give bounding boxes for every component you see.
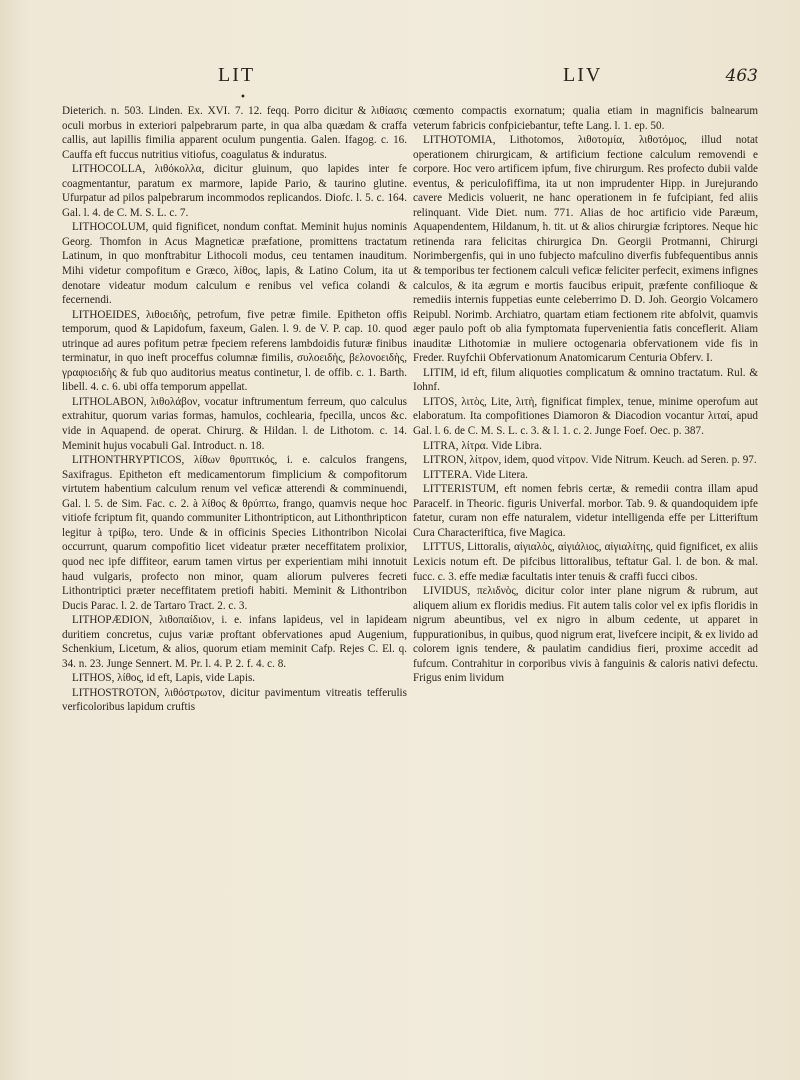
- left-column-paragraph: LITHOSTROTON, λιθόστρωτον, dicitur pavimentum vitreatis tefferulis verficoloribus lapidum cruftis: [62, 686, 407, 714]
- right-column-paragraph: LITOS, λιτὸς, Lite, λιτὴ, fignificat fimplex, tenue, minime operofum aut elaboratum. Ita compofitiones Diamoron & Diacodion vocantur λιταί, apud Gal. l. 6. de C. M. S. L. c. 3. & l. 1. c. 2. Junge Foef. Oec. p. 387.: [413, 395, 758, 438]
- right-column-paragraph: LITHOTOMIA, Lithotomos, λιθοτομία, λιθοτόμος, illud notat operationem chirurgicam, & artificium fectione calculum removendi e corpore. Hoc vero artificem ipfum, five chirurgum. Res profecto dubii valde eventus, & periculofiffima, ita ut non imprudenter Hipp. in Jurejurando cavere Medicis voluerit, ne hanc operationem in fe fufcipiant, fed aliis relinquant. Vide Diet. num. 771. Alias de hoc artificio vide Paræum, Aquapendentem, Hildanum, h. tit. ut & alios chirurgiæ fcriptores. Neque hic retinenda rara felicitas chirurgica Dn. Georgii Protmanni, Chirurgi Norimbergenfis, qui in uno fubjecto mafculino diverfis fubfequentibus annis & temporibus ter fectionem calculi veficæ feliciter perfecit, eximens infignes calculos, & ita ægrum e mortis faucibus eripuit, præfente confilioque & remediis internis fuppetias eunte celeberrimo D. D. Joh. Georgio Volcamero Reipubl. Norimb. Archiatro, quartam etiam fectionem rite abfolvit, quamvis æger paulo poft ob alia fymptomata fupervenientia fatis conceflerit. Aliam inauditæ Lithotomiæ in muliere octogenaria obfervationem vide fis in Freder. Ruyfchii Obfervationum Anatomicarum Centuria Obferv. I.: [413, 134, 758, 365]
- page-number: 463: [725, 66, 758, 86]
- left-column-paragraph: LITHOEIDES, λιθοειδὴς, petrofum, five petræ fimile. Epitheton offis temporum, quod & Lapidofum, faxeum, Galen. l. 9. de V. P. cap. 10. quod utrinque ad aures pofitum petræ fpeciem referens lambdoidis futuræ finibus terminatur, in quo ineft proceffus columnæ fimilis, συλοειδὴς, βελονοειδὴς, γραφιοειδὴς & fub quo auditorius meatus continetur, l. de offib. c. 1. Barth. libell. 4. c. 6. ubi offa temporum appellat.: [62, 308, 407, 394]
- running-header: [40, 64, 760, 94]
- right-column-paragraph: LITTERISTUM, eft nomen febris certæ, & remedii contra illam apud Paracelf. in Theoric. figuris Univerfal. morbor. Tab. 9. & quandoquidem ipfe fatetur, curam non effe naturalem, videtur intelligenda effe per Litteriftum Cura Characteriftica, five Magica.: [413, 483, 758, 539]
- left-column-paragraph: LITHONTHRYPTICOS, λίθων θρυπτικός, i. e. calculos frangens, Saxifragus. Epitheton eft medicamentorum fimplicium & compofitorum virtutem habentium calculum renum vel veficæ atterendi & comminuendi, Gal. l. 5. de Sim. Fac. c. 2. à λίθος & θρύπτω, frango, quamvis neque hoc vitiofe fcriptum fit, quando communiter Lithontripticon, aut Lithonthripticon legitur à τρίβω, tero. Unde & in officinis Species Lithontribon Nicolai occurrunt, quarum compofitio licet videatur præter neceffitatem prolixior, quod nec ipfe diffiteor, earum tamen virtus per experientiam mihi innotuit haud vulgaris, profecto non minor, quam aliorum pulveres fecreti Lithontriptici præter neceffitatem pretiofi habiti. Meminit & Lithontribon Ducis Parac. l. 2. de Tartaro Tract. 2. c. 3.: [62, 454, 407, 612]
- left-column-paragraph: LITHOCOLUM, quid fignificet, nondum conftat. Meminit hujus nominis Georg. Thomfon in Acus Magneticæ præfatione, promittens tractatum Latinum, in quo monftrabitur Lithocoli modus, ceu tentamen inauditum. Mihi videtur compofitum e Græco, λίθος, lapis, & Latino Colum, ita ut denotare videatur modum calculum e renibus vel vefica colandi & fecernendi.: [62, 221, 407, 307]
- right-running-title: LIV: [563, 64, 603, 86]
- decorative-dot: •: [240, 92, 246, 103]
- left-column-paragraph: Dieterich. n. 503. Linden. Ex. XVI. 7. 12. feqq. Porro dicitur & λιθίασις oculi morbus in exteriori palpebrarum parte, in qua alba quædam & craffa callis, aut lapillis fimilia apparent oculum pungentia. Galen. Ifagog. c. 16. Cauffa eft fuccus nutritius vitiofus, coagulatus & induratus.: [62, 105, 407, 161]
- right-column-paragraph: LITTERA. Vide Litera.: [423, 468, 528, 481]
- right-column-paragraph: LITTUS, Littoralis, αἰγιαλὸς, αἰγιάλιος, αἰγιαλίτης, quid fignificet, ex aliis Lexicis notum eft. De pifcibus littoralibus, teftatur Gal. l. de bon. & mal. fucc. c. 3. effe mediæ facultatis inter tenuis & craffi fucci cibos.: [413, 541, 758, 583]
- right-column-paragraph: LITRON, λίτρον, idem, quod νίτρον. Vide Nitrum. Keuch. ad Seren. p. 97.: [423, 454, 757, 467]
- right-column: [413, 104, 758, 1052]
- left-column-paragraph: LITHOCOLLA, λιθόκολλα, dicitur gluinum, quo lapides inter fe coagmentantur, paratum ex marmore, lapide Pario, & taurino glutine. Ufurpatur ad pilos palpebrarum incommodos replicandos. Diofc. l. 5. c. 164. Gal. l. 4. de C. M. S. L. c. 7.: [62, 163, 407, 219]
- left-column: [62, 104, 407, 1052]
- left-running-title: LIT: [218, 64, 256, 86]
- left-column-paragraph: LITHOPÆDION, λιθοπαίδιον, i. e. infans lapideus, vel in lapideam duritiem concretus, cujus variæ proftant obfervationes apud Augenium, Schenkium, Licetum, & alios, quorum etiam meminit Cafp. Rejes C. El. q. 34. n. 23. Junge Sennert. M. Pr. l. 4. P. 2. f. 4. c. 8.: [62, 614, 407, 670]
- right-column-paragraph: cœmento compactis exornatum; qualia etiam in magnificis balnearum veterum fabricis confpiciebantur, tefte Lang. l. 1. ep. 50.: [413, 105, 758, 132]
- left-column-paragraph: LITHOS, λίθος, id eft, Lapis, vide Lapis.: [72, 672, 256, 685]
- right-column-paragraph: LITRA, λίτρα. Vide Libra.: [423, 439, 542, 452]
- left-column-paragraph: LITHOLABON, λιθολάβον, vocatur inftrumentum ferreum, quo calculus extrahitur, quorum varias formas, hamulos, cochlearia, fpecilla, uncos &c. vide in Aquapend. de operat. Chirurg. & Hildan. l. de Lithotom. c. 14. Meminit hujus vocabuli Gal. Introduct. n. 18.: [62, 395, 407, 452]
- right-column-paragraph: LITIM, id eft, filum aliquoties complicatum & omnino tractatum. Rul. & Iohnf.: [413, 366, 758, 394]
- right-column-paragraph: LIVIDUS, πελιδνὸς, dicitur color inter plane nigrum & rubrum, aut aliquem alium ex floridis medius. Fit autem talis color vel ex ipfis floridis in nigrum abeuntibus, vel ex nigro in album cedente, ut apparet in fuppurationibus, in quibus, quod nigrum erat, livefcere incipit, & ex livido ad colorem ignis tendere, & paulatim candidius fieri, proxime accedit ad fufcum. Contrahitur in corporibus vivis à fanguinis & caloris nativi defectu. Frigus enim lividum: [413, 585, 758, 685]
